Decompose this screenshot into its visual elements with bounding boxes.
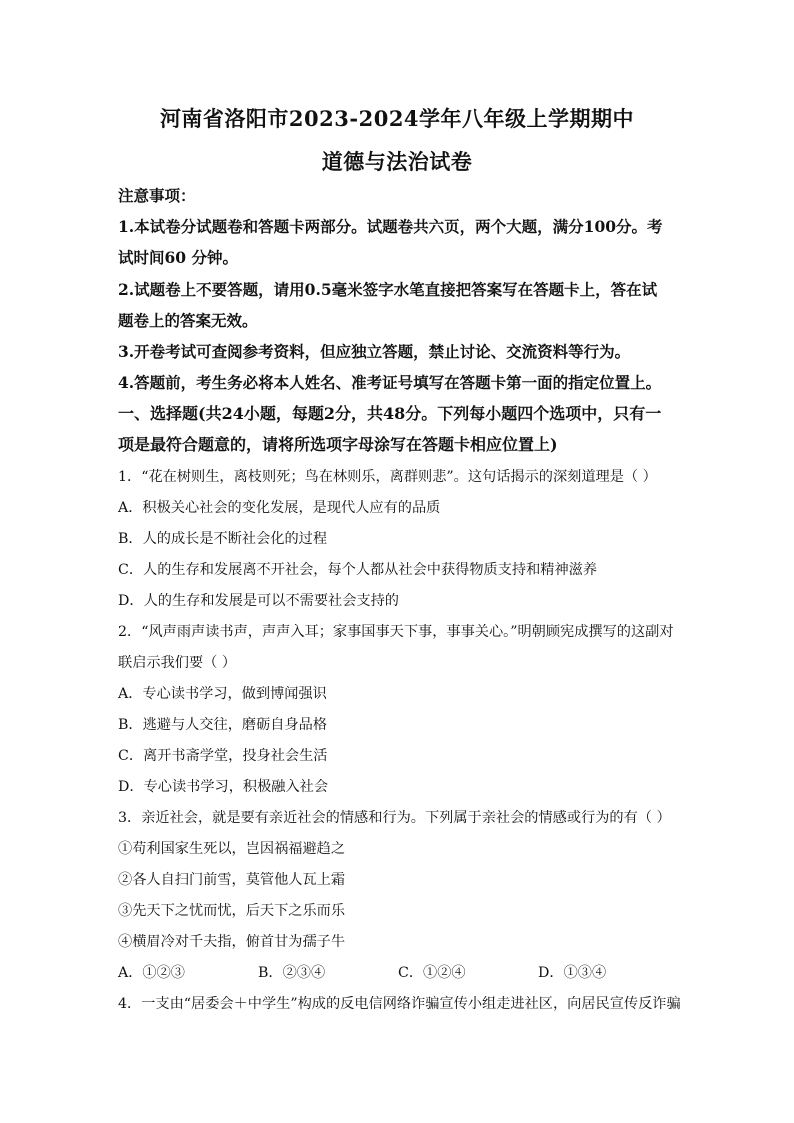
- question-option: A．专心读书学习，做到博闻强识: [118, 686, 327, 702]
- question-item: ③先天下之忧而忧，后天下之乐而乐: [118, 903, 346, 919]
- section-heading: 一、选择题(共24小题，每题2分，共48分。下列每小题四个选项中，只有一: [118, 404, 662, 423]
- notice-line: 4.答题前，考生务必将本人姓名、准考证号填写在答题卡第一面的指定位置上。: [118, 373, 662, 392]
- question-stem: 4．一支由“居委会＋中学生”构成的反电信网络诈骗宣传小组走进社区，向居民宣传反诈骗: [118, 996, 681, 1012]
- choice-d: D．①③④: [538, 965, 607, 981]
- question-option: D．专心读书学习，积极融入社会: [118, 779, 329, 795]
- question-stem: 3．亲近社会，就是要有亲近社会的情感和行为。下列属于亲社会的情感或行为的有（ ）: [118, 810, 671, 826]
- notice-line: 题卷上的答案无效。: [118, 311, 258, 330]
- choice-a: A．①②③: [118, 965, 185, 981]
- question-stem-cont: 联启示我们要（ ）: [118, 655, 237, 671]
- exam-title: 河南省洛阳市2023-2024学年八年级上学期期中: [159, 106, 635, 131]
- section-heading-cont: 项是最符合题意的，请将所选项字母涂写在答题卡相应位置上): [118, 435, 558, 454]
- exam-subtitle: 道德与法治试卷: [321, 149, 473, 174]
- question-item: ②各人自扫门前雪，莫管他人瓦上霜: [118, 872, 346, 888]
- question-item: ④横眉冷对千夫指，俯首甘为孺子牛: [118, 934, 346, 950]
- question-choices: [118, 963, 678, 983]
- question-option: A．积极关心社会的变化发展，是现代人应有的品质: [118, 500, 441, 516]
- question-option: D．人的生存和发展是可以不需要社会支持的: [118, 593, 399, 609]
- question-stem: 1．“花在树则生，离枝则死；鸟在林则乐，离群则悲”。这句话揭示的深刻道理是（ ）: [118, 469, 657, 485]
- question-option: B．逃避与人交往，磨砺自身品格: [118, 717, 328, 733]
- question-option: C．人的生存和发展离不开社会，每个人都从社会中获得物质支持和精神滋养: [118, 562, 598, 578]
- notice-heading: 注意事项：: [118, 186, 196, 205]
- question-stem: 2．“风声雨声读书声，声声入耳；家事国事天下事，事事关心。”明朝顾宪成撰写的这副对: [118, 624, 674, 640]
- question-option: B．人的成长是不断社会化的过程: [118, 531, 328, 547]
- choice-c: C．①②④: [398, 965, 466, 981]
- question-item: ①苟利国家生死以，岂因祸福避趋之: [118, 841, 346, 857]
- notice-line: 试时间60 分钟。: [118, 248, 238, 267]
- notice-line: 1.本试卷分试题卷和答题卡两部分。试题卷共六页，两个大题，满分100分。考: [118, 217, 663, 236]
- notice-line: 3.开卷考试可查阅参考资料，但应独立答题，禁止讨论、交流资料等行为。: [118, 342, 631, 361]
- choice-b: B．②③④: [258, 965, 326, 981]
- notice-line: 2.试题卷上不要答题，请用0.5毫米签字水笔直接把答案写在答题卡上，答在试: [118, 280, 658, 299]
- question-option: C．离开书斋学堂，投身社会生活: [118, 748, 328, 764]
